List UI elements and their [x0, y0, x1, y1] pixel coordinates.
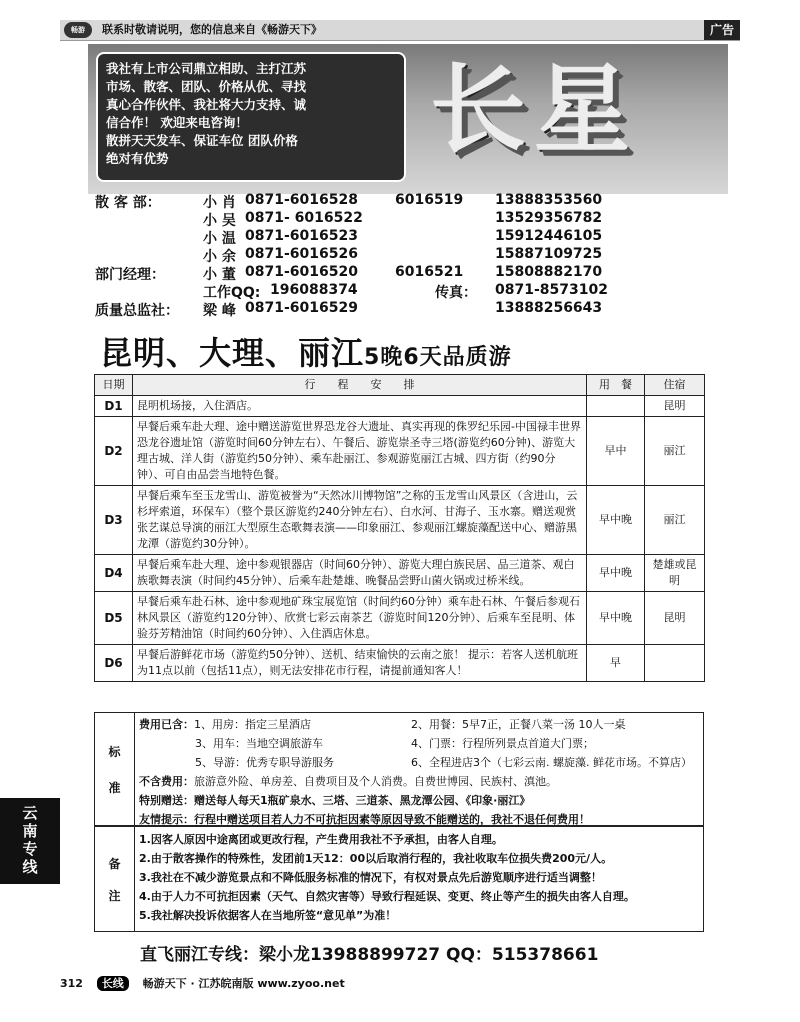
day-cell: D6	[95, 645, 133, 682]
note-item: 2.由于散客操作的特殊性，发团前1天12：00以后取消行程的，我社收取车位损失费200元/人。	[139, 852, 613, 865]
day-cell: D3	[95, 486, 133, 555]
header-date: 日期	[95, 375, 133, 396]
plan-cell: 早餐后乘车赴石林、途中参观地矿珠宝展览馆（时间约60分钟）乘车赴石林、午餐后参观石林风景区（游览约120分钟）、欣赏七彩云南茶艺（游览时间120分钟）、后乘车至昆明、体验芬芳精油馆（时间约60分钟）、入住酒店休息。	[133, 592, 587, 645]
standards-label	[95, 713, 135, 825]
contact-tel: 0871-6016526	[245, 246, 358, 262]
itinerary-row	[95, 645, 705, 682]
promo-box	[96, 52, 406, 182]
plan-cell: 昆明机场接，入住酒店。	[133, 396, 587, 417]
plan-cell: 早餐后游鲜花市场（游览约50分钟）、送机、结束愉快的云南之旅！ 提示：若客人送机航班为11点以前（包括11点），则无法安排花市行程，请提前通知客人！	[133, 645, 587, 682]
contact-name: 小 董	[203, 267, 236, 283]
stay-cell: 丽江	[645, 486, 705, 555]
contact-mobile: 13888256643	[495, 300, 603, 316]
contact-name: 小 肖	[203, 195, 236, 211]
excl-text: 旅游意外险、单房差、自费项目及个人消费。自费世博园、民族村、滇池。	[194, 775, 557, 788]
notes-box	[94, 826, 704, 932]
standards-body	[139, 715, 699, 829]
fee-line	[139, 734, 699, 753]
gift-line	[139, 791, 699, 810]
contact-tel: 0871-6016523	[245, 228, 358, 244]
label-char: 注	[108, 888, 121, 903]
fee-line	[139, 753, 699, 772]
fee-item: 6、全程进店3个（七彩云南. 螺旋藻. 鲜花市场。不算店）	[411, 756, 692, 769]
contact-dept: 散 客 部：	[95, 195, 161, 211]
footer-brand: 畅游天下 · 江苏皖南版 www.zyoo.net	[142, 977, 345, 990]
contact-tel: 0871- 6016522	[245, 210, 363, 226]
itinerary-row	[95, 417, 705, 486]
note-item: 1.因客人原因中途离团或更改行程，产生费用我社不予承担，由客人自理。	[139, 833, 503, 846]
meals-cell: 早中	[587, 417, 645, 486]
itinerary-row	[95, 592, 705, 645]
stay-cell	[645, 645, 705, 682]
itinerary-row	[95, 396, 705, 417]
label-char: 标	[108, 744, 121, 759]
contact-dept: 质量总监社：	[95, 303, 179, 319]
side-section-tab: 云南专线	[0, 798, 60, 884]
fee-item: 3、用车：当地空调旅游车	[195, 737, 323, 750]
promo-line: 散拼天天发车、保证车位 团队价格	[106, 133, 298, 148]
contact-name: 小 吴	[203, 213, 236, 229]
tip-title: 友情提示：	[139, 813, 194, 826]
contact-name: 小 余	[203, 249, 236, 265]
tour-headline	[100, 328, 512, 374]
day-cell: D5	[95, 592, 133, 645]
fee-item: 2、用餐：5早7正，正餐八菜一汤 10人一桌	[411, 718, 626, 731]
stay-cell: 昆明	[645, 592, 705, 645]
fee-item: 4、门票：行程所列景点首道大门票；	[411, 737, 594, 750]
source-note: 联系时敬请说明，您的信息来自《畅游天下》	[102, 23, 322, 36]
contact-fax: 0871-8573102	[495, 282, 608, 298]
fee-item: 5、导游：优秀专职导游服务	[195, 756, 334, 769]
stay-cell: 昆明	[645, 396, 705, 417]
promo-line: 绝对有优势	[106, 151, 169, 166]
excl-title: 不含费用：	[139, 775, 194, 788]
itinerary-table	[94, 374, 705, 682]
notes-body	[139, 830, 699, 925]
meals-cell: 早	[587, 645, 645, 682]
header-meals: 用 餐	[587, 375, 645, 396]
contact-qq: 196088374	[270, 282, 358, 298]
stay-cell: 丽江	[645, 417, 705, 486]
headline-tail: 5晚6天品质游	[364, 345, 512, 370]
note-item: 5.我社解决投诉依据客人在当地所签“意见单”为准！	[139, 909, 397, 922]
header-plan: 行 程 安 排	[133, 375, 587, 396]
section-chip: 长线	[97, 976, 129, 991]
page-number: 312	[60, 977, 83, 990]
label-char: 准	[108, 780, 121, 795]
contact-mobile: 13529356782	[495, 210, 603, 226]
page-footer	[60, 975, 355, 991]
header-stay: 住宿	[645, 375, 705, 396]
fee-line	[139, 715, 699, 734]
contact-dept: 部门经理：	[95, 267, 165, 283]
contact-tel2: 6016521	[395, 264, 464, 280]
contact-tel2: 6016519	[395, 192, 464, 208]
note-item: 4.由于人力不可抗拒因素（天气、自然灾害等）导致行程延误、变更、终止等产生的损失由客人自理。	[139, 890, 635, 903]
meals-cell	[587, 396, 645, 417]
meals-cell: 早中晚	[587, 592, 645, 645]
contact-mobile: 15808882170	[495, 264, 603, 280]
note-item: 3.我社在不减少游览景点和不降低服务标准的情况下，有权对景点先后游览顺序进行适当调整！	[139, 871, 602, 884]
itinerary-row	[95, 486, 705, 555]
day-cell: D1	[95, 396, 133, 417]
hotline: 直飞丽江专线：梁小龙13988899727 QQ：515378661	[140, 945, 599, 965]
tip-text: 行程中赠送项目若人力不可抗拒因素等原因导致不能赠送的，我社不退任何费用！	[194, 813, 590, 826]
promo-line: 真心合作伙伴、我社将大力支持、诚	[106, 97, 307, 112]
contact-tel: 0871-6016528	[245, 192, 358, 208]
promo-line: 我社有上市公司鼎立相助、主打江苏	[106, 61, 307, 76]
fee-title: 费用已含：	[139, 718, 194, 731]
plan-cell: 早餐后乘车赴大理、途中参观银器店（时间60分钟）、游览大理白族民居、品三道茶、观白族歌舞表演（时间约45分钟）、后乘车赴楚雄、晚餐品尝野山菌火锅或过桥米线。	[133, 555, 587, 592]
meals-cell: 早中晚	[587, 486, 645, 555]
magazine-logo: 畅游	[64, 22, 92, 38]
itinerary-row	[95, 555, 705, 592]
promo-line: 信合作！ 欢迎来电咨询！	[106, 115, 248, 130]
contact-label: 工作QQ:	[203, 285, 261, 301]
day-cell: D2	[95, 417, 133, 486]
contact-mobile: 15912446105	[495, 228, 603, 244]
gift-title: 特别赠送：	[139, 794, 194, 807]
plan-cell: 早餐后乘车赴大理、途中赠送游览世界恐龙谷大遗址、真实再现的侏罗纪乐园-中国禄丰世界恐龙谷遗址馆（游览时间60分钟左右）、午餐后、游览崇圣寺三塔(游览约60分钟)、游览大理古城、洋人街（游览约50分钟）、乘车赴丽江、参观游览丽江古城、四方街（约90分钟）、可自由品尝当地特色餐。	[133, 417, 587, 486]
day-cell: D4	[95, 555, 133, 592]
fee-item: 1、用房：指定三星酒店	[194, 718, 311, 731]
contact-name: 小 温	[203, 231, 236, 247]
headline-main: 昆明、大理、丽江	[100, 334, 365, 372]
stay-cell: 楚雄或昆明	[645, 555, 705, 592]
itinerary-header-row	[95, 375, 705, 396]
contact-label: 传真：	[435, 285, 477, 301]
contact-name: 梁 峰	[203, 303, 236, 319]
label-char: 备	[108, 856, 121, 871]
gift-text: 赠送每人每天1瓶矿泉水、三塔、三道茶、黑龙潭公园、《印象·丽江》	[194, 794, 531, 807]
excluded-line	[139, 772, 699, 791]
notes-label	[95, 827, 135, 931]
standards-box	[94, 712, 704, 826]
contact-mobile: 13888353560	[495, 192, 603, 208]
contact-tel: 0871-6016529	[245, 300, 358, 316]
contact-tel: 0871-6016520	[245, 264, 358, 280]
contact-mobile: 15887109725	[495, 246, 603, 262]
ad-tag: 广告	[704, 20, 740, 40]
brand-logo-text: 长星	[430, 53, 638, 166]
meals-cell: 早中晚	[587, 555, 645, 592]
top-banner	[60, 20, 740, 41]
promo-line: 市场、散客、团队、价格从优、寻找	[106, 79, 307, 94]
plan-cell: 早餐后乘车至玉龙雪山、游览被誉为“天然冰川博物馆”之称的玉龙雪山风景区（含进山，云杉坪索道，环保车）（整个景区游览约240分钟左右）、白水河、甘海子、玉水寨。赠送观赏张艺谋总导演的丽江大型原生态歌舞表演——印象丽江、参观丽江螺旋藻配送中心、赠游黑龙潭（游览约30分钟）。	[133, 486, 587, 555]
